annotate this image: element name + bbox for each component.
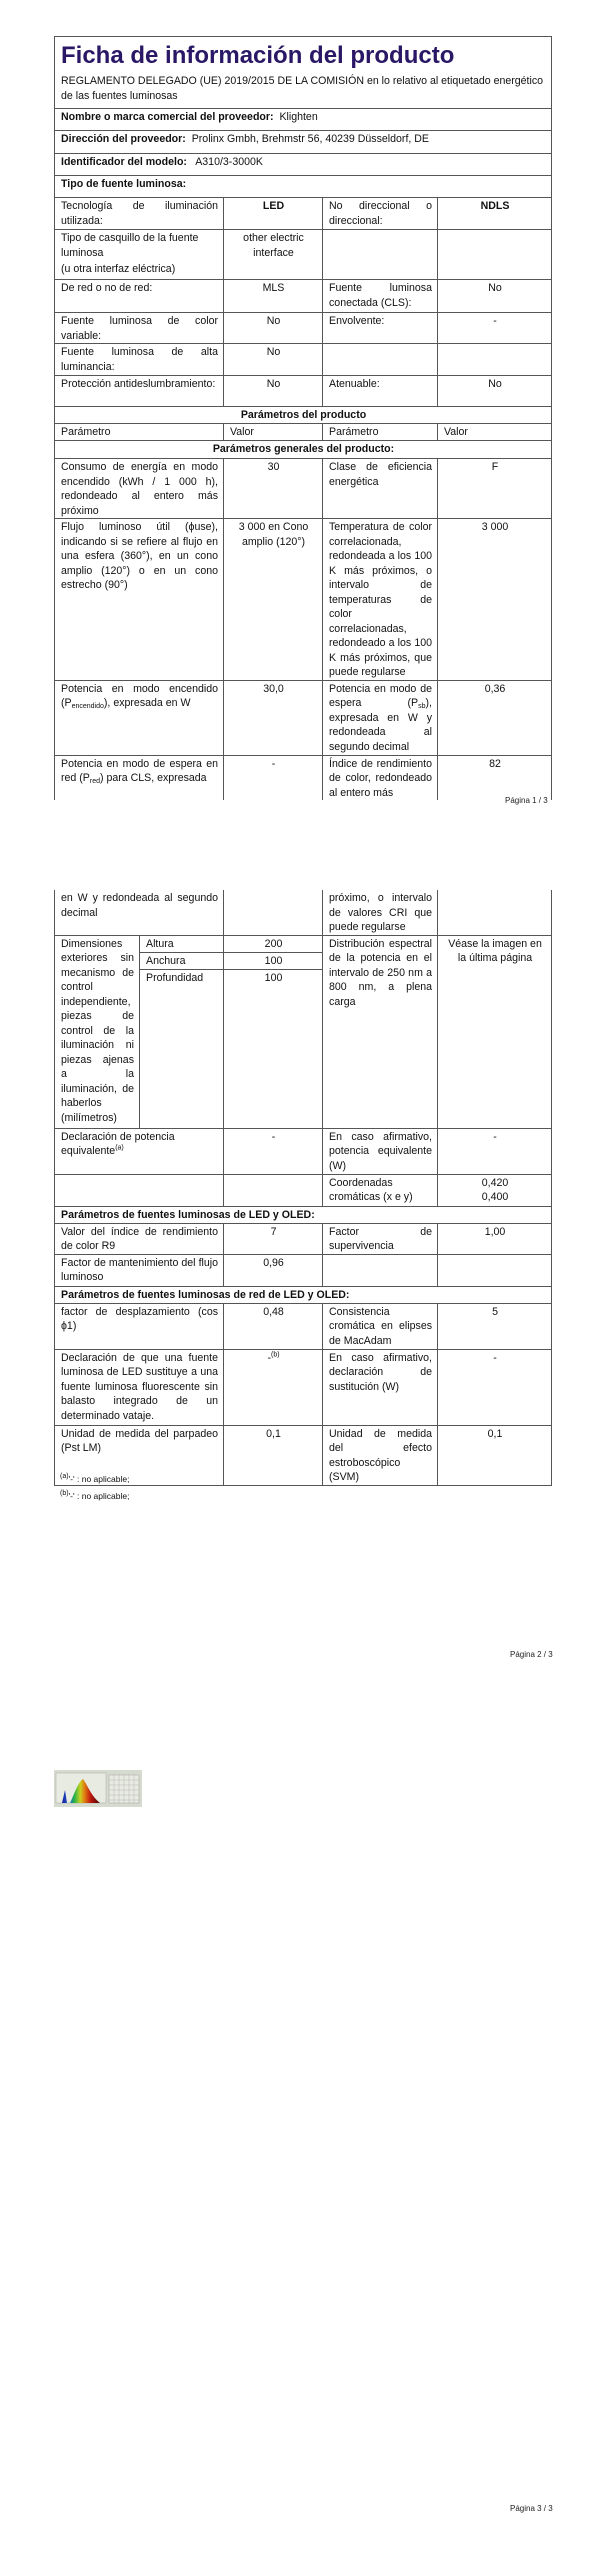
param-value: 0,36 <box>438 680 552 755</box>
param-label: Fuente luminosa de alta luminancia: <box>55 344 224 376</box>
supplier-name-row <box>55 109 552 131</box>
footnote-a <box>60 1474 129 1484</box>
param-label: Tecnología de iluminación utilizada: <box>55 198 224 230</box>
param-label: Protección antideslumbramiento: <box>55 376 224 407</box>
param-value: - <box>438 1349 552 1425</box>
param-value: - <box>224 755 323 800</box>
supplier-name-value: Klighten <box>279 111 318 123</box>
chromaticity-x: 0,420 <box>481 1176 509 1189</box>
param-value <box>438 1254 552 1286</box>
supplier-address-label: Dirección del proveedor: <box>61 133 186 145</box>
param-label: Coordenadas cromáticas (x e y) <box>323 1174 438 1206</box>
table-row <box>55 1303 552 1349</box>
table-row <box>55 344 552 376</box>
param-value: 0,1 <box>224 1425 323 1485</box>
param-value: - <box>438 313 552 344</box>
label-subscript: sb <box>418 703 426 710</box>
param-label: En caso afirmativo, declaración de sustitución (W) <box>323 1349 438 1425</box>
table-row <box>55 680 552 755</box>
table-row <box>55 1349 552 1425</box>
table-row <box>55 459 552 519</box>
page-number: Página 1 / 3 <box>505 796 548 805</box>
table-row <box>55 376 552 407</box>
label-part: ) para CLS, expresada <box>99 772 207 784</box>
param-label: Declaración de que una fuente luminosa de LED sustituye a una fuente luminosa fluorescente sin balasto integrado de un determinado vataje. <box>55 1349 224 1425</box>
param-label: Factor de supervivencia <box>323 1223 438 1254</box>
table-row <box>55 280 552 313</box>
param-label <box>55 680 224 755</box>
param-label-continued: próximo, o intervalo de valores CRI que puede regularse <box>323 890 438 935</box>
param-value: 0,48 <box>224 1303 323 1349</box>
param-label: Envolvente: <box>323 313 438 344</box>
param-value: NDLS <box>438 198 552 230</box>
param-label <box>55 1174 224 1206</box>
column-header-row <box>55 424 552 441</box>
table-row <box>55 313 552 344</box>
param-label: Factor de mantenimiento del flujo luminoso <box>55 1254 224 1286</box>
param-value <box>438 230 552 280</box>
param-label: Fuente luminosa de color variable: <box>55 313 224 344</box>
table-row <box>55 755 552 800</box>
param-label: De red o no de red: <box>55 280 224 313</box>
page-title: Ficha de información del producto <box>61 42 455 69</box>
param-value <box>224 1174 323 1206</box>
light-source-type-heading: Tipo de fuente luminosa: <box>55 176 552 198</box>
label-part: Potencia en modo de espera (P <box>329 682 432 709</box>
param-value <box>224 1349 323 1425</box>
param-label <box>323 230 438 280</box>
depth-label: Profundidad <box>140 969 224 1128</box>
value-part: - <box>267 1351 271 1364</box>
param-value: 0,1 <box>438 1425 552 1485</box>
param-label <box>55 230 224 280</box>
footnote-b <box>60 1491 129 1501</box>
param-value: - <box>438 1128 552 1174</box>
model-row <box>55 154 552 176</box>
header-cell <box>55 37 552 109</box>
param-value: No <box>224 344 323 376</box>
table-row <box>55 935 552 952</box>
mains-led-params-heading: Parámetros de fuentes luminosas de red de LED y OLED: <box>55 1286 552 1303</box>
param-label: Fuente luminosa conectada (CLS): <box>323 280 438 313</box>
column-header-value: Valor <box>224 424 323 441</box>
model-value: A310/3-3000K <box>195 156 263 168</box>
width-label: Anchura <box>140 952 224 969</box>
param-value: 82 <box>438 755 552 800</box>
column-header-parameter: Parámetro <box>55 424 224 441</box>
footnote-text: '-' : no aplicable; <box>68 1491 130 1501</box>
param-label <box>55 1128 224 1174</box>
label-part: ), expresada en W <box>103 697 191 709</box>
param-label: Unidad de medida del parpadeo (Pst LM) <box>55 1425 224 1485</box>
param-value: 5 <box>438 1303 552 1349</box>
table-row <box>55 1223 552 1254</box>
param-label: Unidad de medida del efecto estroboscópico (SVM) <box>323 1425 438 1485</box>
table-row <box>55 519 552 681</box>
page-number: Página 3 / 3 <box>510 2504 553 2513</box>
param-value: other electric interface <box>224 230 323 280</box>
spectral-distribution-image <box>54 1770 142 1807</box>
param-label: Consistencia cromática en elipses de MacAdam <box>323 1303 438 1349</box>
supplier-address-value: Prolinx Gmbh, Brehmstr 56, 40239 Düsseldorf, DE <box>191 133 429 145</box>
table-row <box>55 890 552 935</box>
param-value: 0,96 <box>224 1254 323 1286</box>
dimensions-label: Dimensiones exteriores sin mecanismo de control independiente, piezas de control de la iluminación ni piezas ajenas a la iluminación, de haberlos (milímetros) <box>55 935 140 1128</box>
param-value: Véase la imagen en la última página <box>438 935 552 1128</box>
product-info-table-page-2 <box>54 890 552 1486</box>
product-info-table-page-1 <box>54 36 552 800</box>
param-label-continued: en W y redondeada al segundo decimal <box>55 890 224 935</box>
param-label: Temperatura de color correlacionada, redondeada a los 100 K más próximos, o intervalo de temperaturas de color correlacionadas, redondeado a los 100 K más próximos, que puede regularse <box>323 519 438 681</box>
label-subscript: red <box>89 778 100 785</box>
param-value: 3 000 en Cono amplio (120°) <box>224 519 323 681</box>
supplier-name-label: Nombre o marca comercial del proveedor: <box>61 111 274 123</box>
model-label: Identificador del modelo: <box>61 156 187 168</box>
param-label: Valor del índice de rendimiento de color R9 <box>55 1223 224 1254</box>
supplier-address-row <box>55 131 552 154</box>
param-value: No <box>224 313 323 344</box>
width-value: 100 <box>224 952 323 969</box>
param-value: 7 <box>224 1223 323 1254</box>
param-label-main: Tipo de casquillo de la fuente luminosa <box>61 232 199 259</box>
regulation-text: REGLAMENTO DELEGADO (UE) 2019/2015 DE LA COMISIÓN en lo relativo al etiquetado energético de las fuentes luminosas <box>61 75 544 102</box>
param-label-note: (u otra interfaz eléctrica) <box>61 263 176 275</box>
led-params-heading: Parámetros de fuentes luminosas de LED y OLED: <box>55 1206 552 1223</box>
table-row <box>55 1254 552 1286</box>
param-label <box>323 344 438 376</box>
param-value: LED <box>224 198 323 230</box>
label-part: Potencia en modo de espera en red (P <box>61 757 218 784</box>
param-label: Distribución espectral de la potencia en el intervalo de 250 nm a 800 nm, a plena carga <box>323 935 438 1128</box>
param-value <box>438 344 552 376</box>
param-value: 1,00 <box>438 1223 552 1254</box>
param-label: Flujo luminoso útil (ϕuse), indicando si se refiere al flujo en una esfera (360°), en un cono amplio (120°) o en un cono estrecho (90°) <box>55 519 224 681</box>
param-value: - <box>224 1128 323 1174</box>
param-value: MLS <box>224 280 323 313</box>
table-row <box>55 198 552 230</box>
table-row <box>55 1174 552 1206</box>
general-params-heading: Parámetros generales del producto: <box>55 441 552 459</box>
table-row <box>55 230 552 280</box>
footnote-text: '-' : no aplicable; <box>68 1474 130 1484</box>
param-label: Clase de eficiencia energética <box>323 459 438 519</box>
chromaticity-y: 0,400 <box>481 1191 509 1203</box>
param-value <box>438 890 552 935</box>
param-label <box>55 755 224 800</box>
label-part: Potencia en modo encendido (P <box>61 682 218 709</box>
footnote-mark: (b) <box>60 1490 69 1498</box>
footnote-ref: (b) <box>271 1350 280 1358</box>
param-label: factor de desplazamiento (cos ϕ1) <box>55 1303 224 1349</box>
column-header-parameter: Parámetro <box>323 424 438 441</box>
param-label: No direccional o direccional: <box>323 198 438 230</box>
param-value: 30,0 <box>224 680 323 755</box>
param-value <box>224 890 323 935</box>
product-params-heading: Parámetros del producto <box>55 407 552 424</box>
footnote-ref: (a) <box>115 1144 124 1152</box>
param-value: No <box>224 376 323 407</box>
param-value: F <box>438 459 552 519</box>
param-value: 30 <box>224 459 323 519</box>
label-subscript: encendido <box>71 703 104 710</box>
footnote-mark: (a) <box>60 1473 69 1481</box>
param-value: No <box>438 376 552 407</box>
depth-value: 100 <box>224 969 323 1128</box>
param-label: En caso afirmativo, potencia equivalente (W) <box>323 1128 438 1174</box>
param-value: No <box>438 280 552 313</box>
column-header-value: Valor <box>438 424 552 441</box>
param-label <box>323 680 438 755</box>
table-row <box>55 1128 552 1174</box>
param-value: 3 000 <box>438 519 552 681</box>
page-number: Página 2 / 3 <box>510 1650 553 1659</box>
param-label: Índice de rendimiento de color, redondeado al entero más <box>323 755 438 800</box>
height-value: 200 <box>224 935 323 952</box>
label-part: Declaración de potencia equivalente <box>61 1130 175 1157</box>
param-label: Atenuable: <box>323 376 438 407</box>
param-label <box>323 1254 438 1286</box>
height-label: Altura <box>140 935 224 952</box>
param-value <box>438 1174 552 1206</box>
param-label: Consumo de energía en modo encendido (kWh / 1 000 h), redondeado al entero más próximo <box>55 459 224 519</box>
label-part: ), expresada en W y redondeada al segundo decimal <box>329 697 432 753</box>
